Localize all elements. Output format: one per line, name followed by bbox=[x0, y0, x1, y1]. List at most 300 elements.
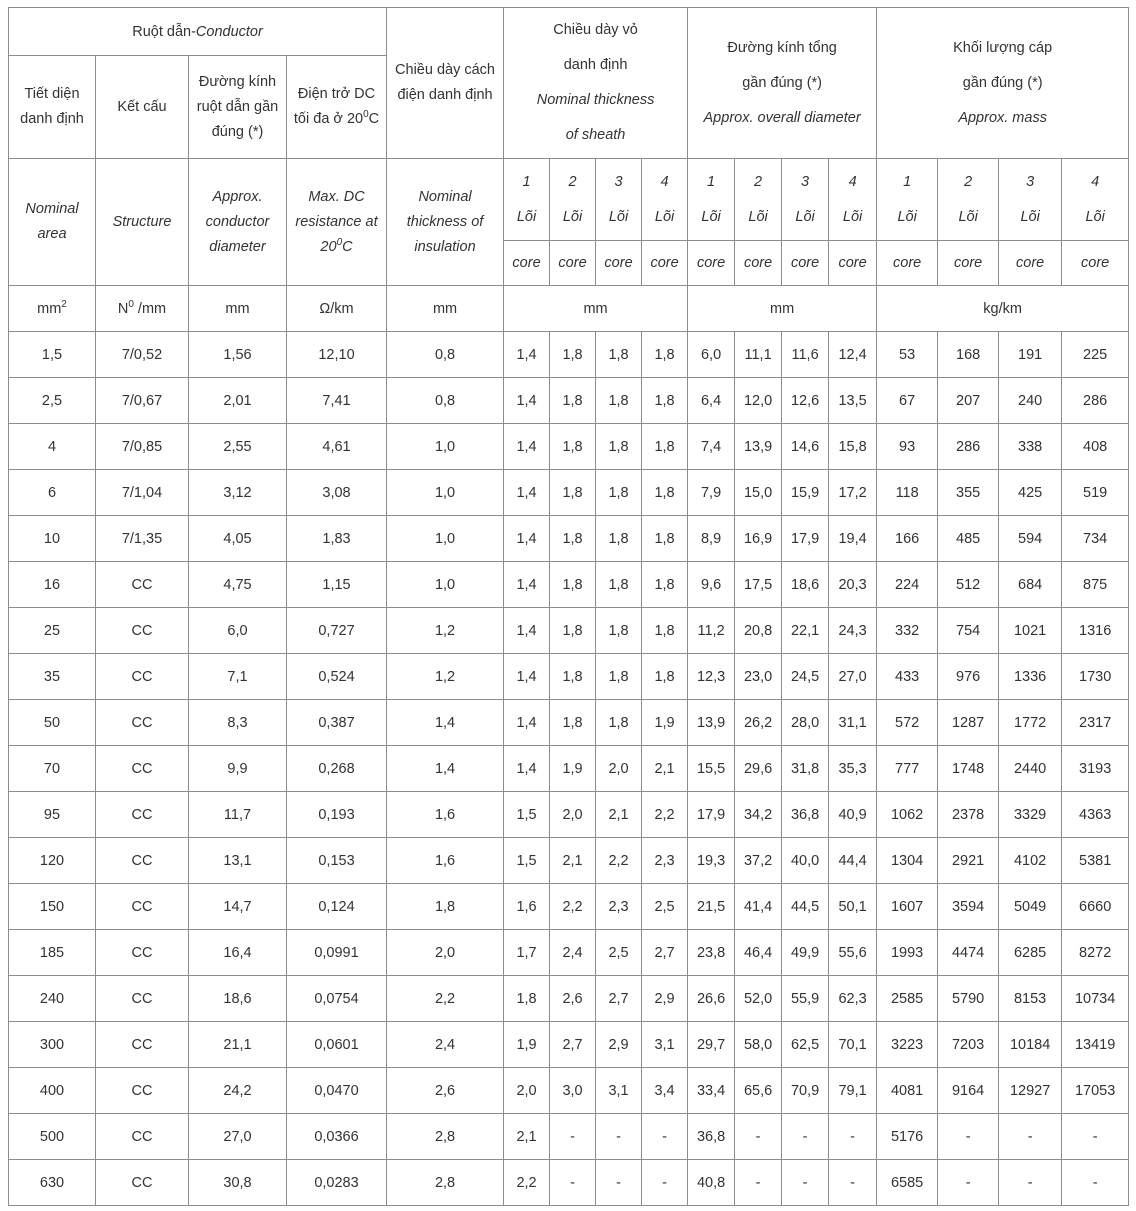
mass-core-en-4: core bbox=[1062, 241, 1129, 286]
header-mass bbox=[877, 8, 1129, 159]
cell-structure: CC bbox=[96, 700, 189, 746]
header-conductor-en: Conductor bbox=[195, 23, 263, 40]
cell-mass-1-core: 3223 bbox=[877, 1022, 938, 1068]
cell-diameter: 4,75 bbox=[189, 562, 287, 608]
cell-overall-4-core: 19,4 bbox=[829, 516, 877, 562]
cell-mass-4-core: 408 bbox=[1062, 424, 1129, 470]
mass-core-en-3: core bbox=[999, 241, 1062, 286]
header-structure-vi: Kết cấu bbox=[96, 56, 189, 159]
header-conductor-vi: Ruột dẫn- bbox=[132, 23, 196, 40]
cell-diameter: 13,1 bbox=[189, 838, 287, 884]
cell-sheath-3-core: 1,8 bbox=[596, 654, 642, 700]
cell-resistance: 0,124 bbox=[287, 884, 387, 930]
sheath-core-en-1: core bbox=[504, 241, 550, 286]
cell-structure: 7/1,04 bbox=[96, 470, 189, 516]
cell-mass-3-core: 2440 bbox=[999, 746, 1062, 792]
cell-sheath-3-core: 2,9 bbox=[596, 1022, 642, 1068]
cell-overall-2-core: 23,0 bbox=[735, 654, 782, 700]
cell-sheath-2-core: 1,8 bbox=[550, 700, 596, 746]
cell-sheath-1-core: 1,4 bbox=[504, 332, 550, 378]
table-row bbox=[9, 1114, 1129, 1160]
table-row bbox=[9, 654, 1129, 700]
cell-sheath-1-core: 1,5 bbox=[504, 838, 550, 884]
cell-area: 2,5 bbox=[9, 378, 96, 424]
cell-sheath-2-core: 1,8 bbox=[550, 562, 596, 608]
cell-resistance: 0,524 bbox=[287, 654, 387, 700]
cell-structure: 7/0,52 bbox=[96, 332, 189, 378]
header-structure-en: Structure bbox=[96, 159, 189, 286]
cell-structure: CC bbox=[96, 608, 189, 654]
cell-sheath-1-core: 1,4 bbox=[504, 608, 550, 654]
cell-overall-4-core: 62,3 bbox=[829, 976, 877, 1022]
table-row bbox=[9, 1160, 1129, 1206]
cell-overall-3-core: 11,6 bbox=[782, 332, 829, 378]
cell-overall-2-core: 52,0 bbox=[735, 976, 782, 1022]
cell-overall-3-core: 49,9 bbox=[782, 930, 829, 976]
cell-diameter: 21,1 bbox=[189, 1022, 287, 1068]
cell-sheath-2-core: - bbox=[550, 1114, 596, 1160]
header-mass-vi-1: Khối lượng cáp bbox=[953, 39, 1053, 56]
cell-mass-3-core: 4102 bbox=[999, 838, 1062, 884]
header-sheath-en-2: of sheath bbox=[565, 127, 626, 143]
header-resistance-en-sup: 0 bbox=[336, 236, 343, 248]
cell-overall-3-core: 14,6 bbox=[782, 424, 829, 470]
cell-resistance: 3,08 bbox=[287, 470, 387, 516]
cell-sheath-4-core: - bbox=[642, 1160, 688, 1206]
cell-sheath-4-core: 1,8 bbox=[642, 424, 688, 470]
cell-overall-1-core: 12,3 bbox=[688, 654, 735, 700]
header-resistance-vi-sup: 0 bbox=[363, 109, 369, 121]
cell-structure: CC bbox=[96, 976, 189, 1022]
cell-mass-1-core: 118 bbox=[877, 470, 938, 516]
table-row bbox=[9, 378, 1129, 424]
cell-sheath-3-core: - bbox=[596, 1114, 642, 1160]
mass-core-en-2: core bbox=[938, 241, 999, 286]
cell-overall-2-core: 11,1 bbox=[735, 332, 782, 378]
cell-overall-1-core: 36,8 bbox=[688, 1114, 735, 1160]
cell-insulation: 0,8 bbox=[387, 378, 504, 424]
cell-mass-2-core: 754 bbox=[938, 608, 999, 654]
unit-overall: mm bbox=[688, 286, 877, 332]
unit-diameter: mm bbox=[189, 286, 287, 332]
header-sheath bbox=[504, 8, 688, 159]
cell-structure: CC bbox=[96, 1068, 189, 1114]
cell-sheath-2-core: 1,8 bbox=[550, 654, 596, 700]
cell-mass-3-core: 8153 bbox=[999, 976, 1062, 1022]
cell-mass-2-core: 1748 bbox=[938, 746, 999, 792]
cell-sheath-4-core: 2,2 bbox=[642, 792, 688, 838]
cell-structure: 7/0,85 bbox=[96, 424, 189, 470]
cell-insulation: 1,6 bbox=[387, 792, 504, 838]
cell-resistance: 0,727 bbox=[287, 608, 387, 654]
cell-sheath-4-core: 2,1 bbox=[642, 746, 688, 792]
cell-mass-2-core: - bbox=[938, 1114, 999, 1160]
cell-overall-1-core: 7,4 bbox=[688, 424, 735, 470]
table-row bbox=[9, 838, 1129, 884]
cell-mass-1-core: 5176 bbox=[877, 1114, 938, 1160]
cell-insulation: 1,0 bbox=[387, 562, 504, 608]
cell-insulation: 1,6 bbox=[387, 838, 504, 884]
cell-structure: CC bbox=[96, 746, 189, 792]
overall-core-en-3: core bbox=[782, 241, 829, 286]
cell-overall-1-core: 29,7 bbox=[688, 1022, 735, 1068]
header-overall-vi-1: Đường kính tổng bbox=[727, 39, 837, 56]
header-resistance-vi bbox=[287, 56, 387, 159]
cell-overall-4-core: - bbox=[829, 1160, 877, 1206]
cell-overall-4-core: 12,4 bbox=[829, 332, 877, 378]
cell-overall-1-core: 19,3 bbox=[688, 838, 735, 884]
cell-sheath-4-core: 1,8 bbox=[642, 332, 688, 378]
cell-diameter: 2,01 bbox=[189, 378, 287, 424]
cell-overall-4-core: 17,2 bbox=[829, 470, 877, 516]
cell-insulation: 2,4 bbox=[387, 1022, 504, 1068]
header-insulation-vi: Chiều dày cách điện danh định bbox=[387, 8, 504, 159]
cell-area: 300 bbox=[9, 1022, 96, 1068]
header-overall-en: Approx. overall diameter bbox=[703, 109, 861, 126]
overall-core-3-label: 3 Lõi bbox=[782, 159, 829, 241]
cell-overall-4-core: 50,1 bbox=[829, 884, 877, 930]
cell-mass-4-core: 17053 bbox=[1062, 1068, 1129, 1114]
cell-area: 240 bbox=[9, 976, 96, 1022]
header-overall-diameter bbox=[688, 8, 877, 159]
unit-insulation: mm bbox=[387, 286, 504, 332]
cell-insulation: 1,0 bbox=[387, 516, 504, 562]
cell-structure: CC bbox=[96, 654, 189, 700]
cell-overall-4-core: 44,4 bbox=[829, 838, 877, 884]
cell-overall-3-core: 31,8 bbox=[782, 746, 829, 792]
cell-mass-1-core: 777 bbox=[877, 746, 938, 792]
cell-overall-1-core: 15,5 bbox=[688, 746, 735, 792]
cell-sheath-3-core: 1,8 bbox=[596, 700, 642, 746]
cell-overall-2-core: 58,0 bbox=[735, 1022, 782, 1068]
cell-mass-4-core: 6660 bbox=[1062, 884, 1129, 930]
table-row bbox=[9, 470, 1129, 516]
cell-mass-3-core: 6285 bbox=[999, 930, 1062, 976]
cell-diameter: 14,7 bbox=[189, 884, 287, 930]
cell-overall-2-core: 17,5 bbox=[735, 562, 782, 608]
cell-sheath-3-core: 1,8 bbox=[596, 562, 642, 608]
cell-sheath-2-core: 2,7 bbox=[550, 1022, 596, 1068]
header-resistance-en bbox=[287, 159, 387, 286]
cell-mass-3-core: - bbox=[999, 1160, 1062, 1206]
cell-diameter: 11,7 bbox=[189, 792, 287, 838]
cell-sheath-2-core: 1,8 bbox=[550, 470, 596, 516]
cell-overall-3-core: 40,0 bbox=[782, 838, 829, 884]
cell-mass-4-core: 5381 bbox=[1062, 838, 1129, 884]
cell-resistance: 0,0366 bbox=[287, 1114, 387, 1160]
table-row bbox=[9, 746, 1129, 792]
cell-mass-1-core: 1062 bbox=[877, 792, 938, 838]
cell-overall-1-core: 26,6 bbox=[688, 976, 735, 1022]
cell-mass-2-core: 355 bbox=[938, 470, 999, 516]
cell-area: 630 bbox=[9, 1160, 96, 1206]
cable-spec-table bbox=[8, 7, 1129, 1206]
cell-insulation: 2,8 bbox=[387, 1160, 504, 1206]
cell-overall-1-core: 8,9 bbox=[688, 516, 735, 562]
cell-diameter: 6,0 bbox=[189, 608, 287, 654]
cell-sheath-1-core: 1,4 bbox=[504, 562, 550, 608]
cell-mass-2-core: 485 bbox=[938, 516, 999, 562]
cell-overall-2-core: 16,9 bbox=[735, 516, 782, 562]
cell-mass-2-core: - bbox=[938, 1160, 999, 1206]
table-row bbox=[9, 976, 1129, 1022]
cell-mass-1-core: 6585 bbox=[877, 1160, 938, 1206]
cell-area: 400 bbox=[9, 1068, 96, 1114]
cell-sheath-1-core: 2,0 bbox=[504, 1068, 550, 1114]
cell-mass-4-core: 1730 bbox=[1062, 654, 1129, 700]
cell-resistance: 12,10 bbox=[287, 332, 387, 378]
cell-mass-1-core: 67 bbox=[877, 378, 938, 424]
mass-core-2-label: 2 Lõi bbox=[938, 159, 999, 241]
cell-mass-3-core: 338 bbox=[999, 424, 1062, 470]
cell-overall-4-core: 31,1 bbox=[829, 700, 877, 746]
cell-structure: CC bbox=[96, 792, 189, 838]
cell-mass-3-core: 5049 bbox=[999, 884, 1062, 930]
cell-area: 70 bbox=[9, 746, 96, 792]
cell-overall-2-core: 26,2 bbox=[735, 700, 782, 746]
cell-sheath-1-core: 1,4 bbox=[504, 516, 550, 562]
header-sheath-en-1: Nominal thickness bbox=[536, 92, 655, 108]
table-row bbox=[9, 884, 1129, 930]
cell-sheath-4-core: 2,5 bbox=[642, 884, 688, 930]
cell-diameter: 24,2 bbox=[189, 1068, 287, 1114]
cell-sheath-4-core: - bbox=[642, 1114, 688, 1160]
cell-sheath-2-core: 2,4 bbox=[550, 930, 596, 976]
cell-resistance: 0,268 bbox=[287, 746, 387, 792]
cell-sheath-3-core: 1,8 bbox=[596, 424, 642, 470]
cell-structure: CC bbox=[96, 1022, 189, 1068]
cell-overall-4-core: 55,6 bbox=[829, 930, 877, 976]
cell-diameter: 9,9 bbox=[189, 746, 287, 792]
sheath-core-3-label: 3 Lõi bbox=[596, 159, 642, 241]
cell-mass-4-core: - bbox=[1062, 1114, 1129, 1160]
cell-mass-4-core: 225 bbox=[1062, 332, 1129, 378]
cell-overall-3-core: 36,8 bbox=[782, 792, 829, 838]
cell-overall-3-core: - bbox=[782, 1114, 829, 1160]
cell-mass-3-core: 240 bbox=[999, 378, 1062, 424]
cell-area: 95 bbox=[9, 792, 96, 838]
cell-insulation: 2,6 bbox=[387, 1068, 504, 1114]
cell-resistance: 1,83 bbox=[287, 516, 387, 562]
cell-overall-3-core: 15,9 bbox=[782, 470, 829, 516]
cell-sheath-3-core: 1,8 bbox=[596, 332, 642, 378]
cell-mass-3-core: 594 bbox=[999, 516, 1062, 562]
cell-overall-2-core: 13,9 bbox=[735, 424, 782, 470]
cell-mass-3-core: 10184 bbox=[999, 1022, 1062, 1068]
cell-mass-4-core: 734 bbox=[1062, 516, 1129, 562]
cell-mass-3-core: 1336 bbox=[999, 654, 1062, 700]
cell-sheath-1-core: 1,4 bbox=[504, 654, 550, 700]
cell-sheath-3-core: 2,0 bbox=[596, 746, 642, 792]
unit-sheath: mm bbox=[504, 286, 688, 332]
cell-overall-4-core: 35,3 bbox=[829, 746, 877, 792]
cell-overall-4-core: 15,8 bbox=[829, 424, 877, 470]
cell-sheath-4-core: 2,7 bbox=[642, 930, 688, 976]
cell-sheath-2-core: - bbox=[550, 1160, 596, 1206]
cell-mass-2-core: 7203 bbox=[938, 1022, 999, 1068]
cell-mass-2-core: 976 bbox=[938, 654, 999, 700]
cell-diameter: 1,56 bbox=[189, 332, 287, 378]
cell-resistance: 0,193 bbox=[287, 792, 387, 838]
cell-mass-2-core: 9164 bbox=[938, 1068, 999, 1114]
overall-core-2-label: 2 Lõi bbox=[735, 159, 782, 241]
cell-insulation: 1,4 bbox=[387, 746, 504, 792]
cell-insulation: 2,8 bbox=[387, 1114, 504, 1160]
header-sheath-vi-2: danh định bbox=[563, 57, 628, 73]
header-diameter-vi: Đường kính ruột dẫn gần đúng (*) bbox=[189, 56, 287, 159]
cell-sheath-4-core: 1,8 bbox=[642, 470, 688, 516]
sheath-core-2-label: 2 Lõi bbox=[550, 159, 596, 241]
cell-sheath-2-core: 1,8 bbox=[550, 424, 596, 470]
cell-mass-1-core: 93 bbox=[877, 424, 938, 470]
cell-resistance: 0,0991 bbox=[287, 930, 387, 976]
cell-diameter: 30,8 bbox=[189, 1160, 287, 1206]
mass-core-3-label: 3 Lõi bbox=[999, 159, 1062, 241]
cell-diameter: 4,05 bbox=[189, 516, 287, 562]
header-area-en: Nominal area bbox=[9, 159, 96, 286]
cell-overall-3-core: 28,0 bbox=[782, 700, 829, 746]
cell-mass-2-core: 3594 bbox=[938, 884, 999, 930]
header-diameter-en: Approx. conductor diameter bbox=[189, 159, 287, 286]
cell-diameter: 16,4 bbox=[189, 930, 287, 976]
header-resistance-en-lead: Max. DC resistance at 20 bbox=[295, 188, 378, 255]
overall-core-4-label: 4 Lõi bbox=[829, 159, 877, 241]
header-mass-vi-2: gần đúng (*) bbox=[962, 74, 1043, 91]
cell-resistance: 0,387 bbox=[287, 700, 387, 746]
cell-resistance: 0,0601 bbox=[287, 1022, 387, 1068]
cell-insulation: 1,0 bbox=[387, 424, 504, 470]
cell-resistance: 0,153 bbox=[287, 838, 387, 884]
cell-sheath-4-core: 3,4 bbox=[642, 1068, 688, 1114]
cell-sheath-2-core: 3,0 bbox=[550, 1068, 596, 1114]
cell-insulation: 1,8 bbox=[387, 884, 504, 930]
table-row bbox=[9, 332, 1129, 378]
cell-sheath-1-core: 1,4 bbox=[504, 378, 550, 424]
cell-overall-4-core: 27,0 bbox=[829, 654, 877, 700]
overall-core-1-label: 1 Lõi bbox=[688, 159, 735, 241]
cell-sheath-4-core: 1,8 bbox=[642, 654, 688, 700]
cell-overall-2-core: 65,6 bbox=[735, 1068, 782, 1114]
cell-overall-3-core: - bbox=[782, 1160, 829, 1206]
cell-overall-1-core: 33,4 bbox=[688, 1068, 735, 1114]
table-row bbox=[9, 792, 1129, 838]
cell-structure: CC bbox=[96, 562, 189, 608]
cell-overall-2-core: 20,8 bbox=[735, 608, 782, 654]
cell-sheath-3-core: 2,7 bbox=[596, 976, 642, 1022]
cell-mass-4-core: 3193 bbox=[1062, 746, 1129, 792]
cell-overall-3-core: 62,5 bbox=[782, 1022, 829, 1068]
cell-overall-1-core: 11,2 bbox=[688, 608, 735, 654]
cell-overall-1-core: 9,6 bbox=[688, 562, 735, 608]
cell-overall-2-core: 12,0 bbox=[735, 378, 782, 424]
cell-sheath-1-core: 1,4 bbox=[504, 470, 550, 516]
cell-mass-3-core: 191 bbox=[999, 332, 1062, 378]
cell-sheath-2-core: 2,2 bbox=[550, 884, 596, 930]
cell-sheath-2-core: 2,1 bbox=[550, 838, 596, 884]
cell-sheath-3-core: - bbox=[596, 1160, 642, 1206]
cell-resistance: 0,0470 bbox=[287, 1068, 387, 1114]
cell-mass-4-core: 10734 bbox=[1062, 976, 1129, 1022]
cell-overall-4-core: 13,5 bbox=[829, 378, 877, 424]
cell-sheath-4-core: 1,8 bbox=[642, 562, 688, 608]
cell-area: 185 bbox=[9, 930, 96, 976]
cell-diameter: 18,6 bbox=[189, 976, 287, 1022]
cell-overall-4-core: 70,1 bbox=[829, 1022, 877, 1068]
cell-sheath-1-core: 1,4 bbox=[504, 424, 550, 470]
cell-sheath-4-core: 2,9 bbox=[642, 976, 688, 1022]
table-row bbox=[9, 608, 1129, 654]
cell-mass-4-core: 13419 bbox=[1062, 1022, 1129, 1068]
cell-area: 6 bbox=[9, 470, 96, 516]
cell-mass-1-core: 1304 bbox=[877, 838, 938, 884]
cell-mass-3-core: 684 bbox=[999, 562, 1062, 608]
cell-resistance: 4,61 bbox=[287, 424, 387, 470]
cell-mass-1-core: 53 bbox=[877, 332, 938, 378]
cell-sheath-1-core: 1,6 bbox=[504, 884, 550, 930]
cell-mass-3-core: - bbox=[999, 1114, 1062, 1160]
cell-overall-2-core: 34,2 bbox=[735, 792, 782, 838]
cell-sheath-2-core: 1,8 bbox=[550, 378, 596, 424]
cell-mass-4-core: 4363 bbox=[1062, 792, 1129, 838]
cell-sheath-3-core: 2,2 bbox=[596, 838, 642, 884]
cell-area: 25 bbox=[9, 608, 96, 654]
cell-area: 50 bbox=[9, 700, 96, 746]
mass-core-en-1: core bbox=[877, 241, 938, 286]
table-row bbox=[9, 562, 1129, 608]
cell-overall-1-core: 6,0 bbox=[688, 332, 735, 378]
cell-overall-4-core: 79,1 bbox=[829, 1068, 877, 1114]
cell-mass-3-core: 1021 bbox=[999, 608, 1062, 654]
cell-mass-4-core: 286 bbox=[1062, 378, 1129, 424]
cell-structure: CC bbox=[96, 930, 189, 976]
cell-structure: CC bbox=[96, 1160, 189, 1206]
cell-mass-1-core: 1993 bbox=[877, 930, 938, 976]
cell-sheath-3-core: 2,1 bbox=[596, 792, 642, 838]
header-resistance-en-tail: C bbox=[342, 238, 353, 255]
cell-overall-1-core: 40,8 bbox=[688, 1160, 735, 1206]
cell-sheath-1-core: 1,8 bbox=[504, 976, 550, 1022]
cell-diameter: 27,0 bbox=[189, 1114, 287, 1160]
cell-diameter: 2,55 bbox=[189, 424, 287, 470]
cell-sheath-2-core: 1,8 bbox=[550, 332, 596, 378]
cell-sheath-1-core: 2,2 bbox=[504, 1160, 550, 1206]
cell-overall-1-core: 23,8 bbox=[688, 930, 735, 976]
unit-area: $mm^2$ bbox=[9, 286, 96, 332]
table-row bbox=[9, 1022, 1129, 1068]
cell-overall-1-core: 17,9 bbox=[688, 792, 735, 838]
mass-core-1-label: 1 Lõi bbox=[877, 159, 938, 241]
cell-overall-1-core: 21,5 bbox=[688, 884, 735, 930]
cell-overall-2-core: 29,6 bbox=[735, 746, 782, 792]
header-overall-vi-2: gần đúng (*) bbox=[742, 74, 822, 91]
cell-mass-2-core: 512 bbox=[938, 562, 999, 608]
cell-mass-2-core: 5790 bbox=[938, 976, 999, 1022]
header-resistance-vi-tail: C bbox=[368, 111, 380, 127]
mass-core-4-label: 4 Lõi bbox=[1062, 159, 1129, 241]
sheath-core-en-2: core bbox=[550, 241, 596, 286]
cell-overall-2-core: - bbox=[735, 1114, 782, 1160]
overall-core-en-4: core bbox=[829, 241, 877, 286]
header-sheath-vi-1: Chiều dày vỏ bbox=[553, 22, 638, 38]
cell-sheath-3-core: 2,5 bbox=[596, 930, 642, 976]
cell-mass-1-core: 572 bbox=[877, 700, 938, 746]
cell-area: 1,5 bbox=[9, 332, 96, 378]
sheath-core-en-4: core bbox=[642, 241, 688, 286]
cell-sheath-3-core: 1,8 bbox=[596, 516, 642, 562]
cell-overall-3-core: 22,1 bbox=[782, 608, 829, 654]
cell-mass-3-core: 425 bbox=[999, 470, 1062, 516]
table-row bbox=[9, 424, 1129, 470]
